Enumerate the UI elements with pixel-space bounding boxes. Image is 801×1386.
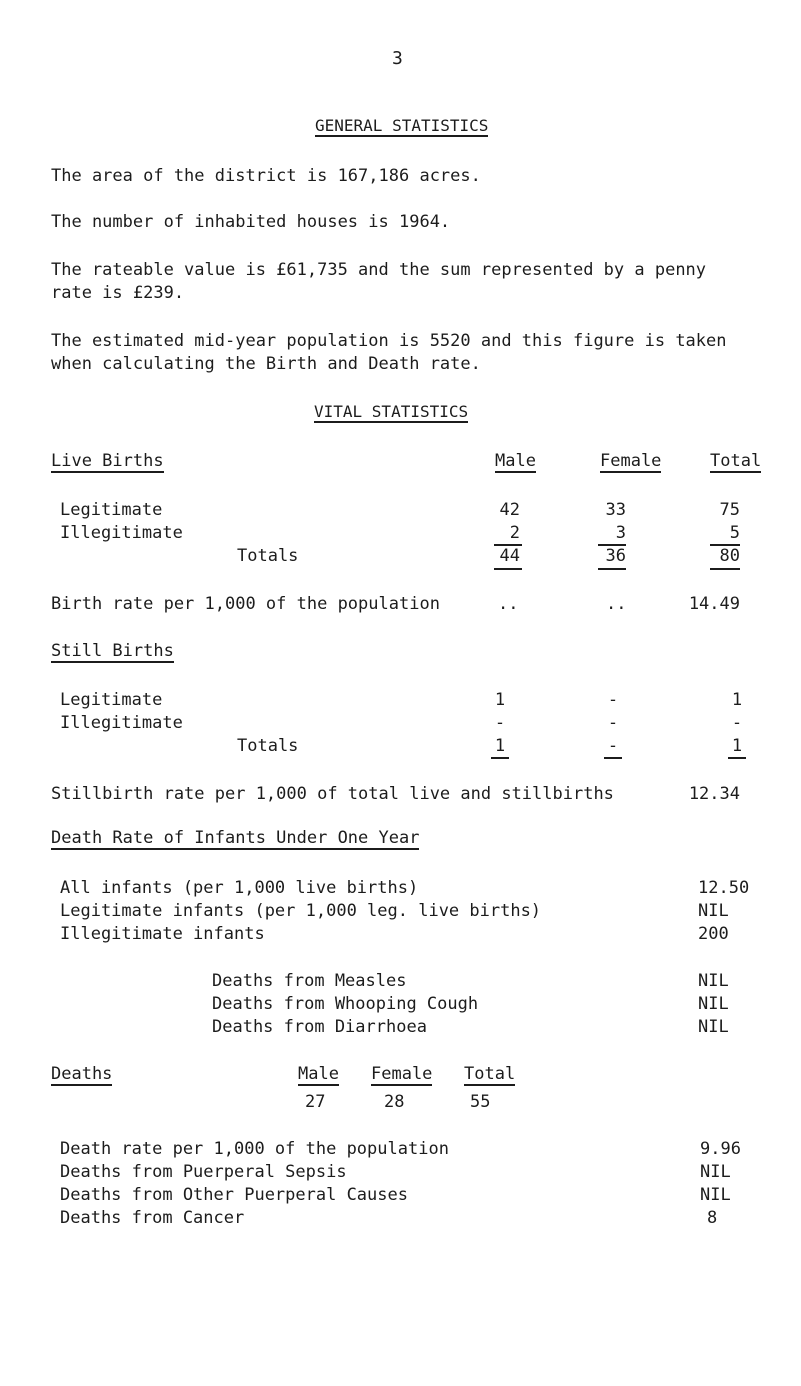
row-label: Deaths from Puerperal Sepsis (60, 1162, 347, 1182)
row-value: 12.50 (698, 878, 750, 898)
total-rule (494, 568, 522, 570)
total-rule (604, 757, 622, 759)
total-total: 80 (719, 546, 740, 566)
row-label: Illegitimate (60, 713, 183, 733)
birth-rate-dots-female: .. (606, 594, 627, 614)
rateable-text-line1: The rateable value is £61,735 and the sum represented by a penny (51, 260, 707, 280)
row-value: NIL (698, 901, 729, 921)
col-total: Total (710, 451, 762, 471)
live-births-heading: Live Births (51, 451, 164, 471)
row-value: 200 (698, 924, 729, 944)
vital-statistics-heading: VITAL STATISTICS (314, 402, 469, 421)
cell-male: 2 (509, 523, 520, 543)
cell-total: 1 (731, 690, 743, 710)
population-text-line2: when calculating the Birth and Death rate. (51, 354, 481, 374)
deaths-female: 28 (384, 1092, 405, 1112)
total-rule (598, 568, 626, 570)
cause-value: NIL (698, 1017, 729, 1037)
population-text-line1: The estimated mid-year population is 5520 and this figure is taken (51, 331, 727, 351)
row-value: 9.96 (700, 1139, 741, 1159)
houses-text: The number of inhabited houses is 1964. (51, 212, 451, 232)
row-value: NIL (700, 1185, 731, 1205)
total-total: 1 (731, 736, 743, 756)
total-female: - (607, 736, 619, 756)
total-male: 44 (499, 546, 520, 566)
cause-value: NIL (698, 994, 729, 1014)
cell-total: - (731, 713, 743, 733)
total-rule (491, 757, 509, 759)
deaths-heading: Deaths (51, 1064, 113, 1084)
deaths-col-total: Total (464, 1064, 516, 1084)
col-male: Male (495, 451, 536, 471)
cell-female: - (607, 690, 619, 710)
row-label: Illegitimate (60, 523, 183, 543)
cell-male: 42 (499, 500, 520, 520)
general-statistics-heading: GENERAL STATISTICS (315, 116, 489, 135)
row-label: All infants (per 1,000 live births) (60, 878, 419, 898)
row-label: Legitimate infants (per 1,000 leg. live births) (60, 901, 542, 921)
stillbirth-rate-label: Stillbirth rate per 1,000 of total live and stillbirths (51, 784, 614, 804)
cause-label: Deaths from Whooping Cough (212, 994, 479, 1014)
page-number: 3 (392, 48, 403, 69)
cell-female: - (607, 713, 619, 733)
row-label: Legitimate (60, 690, 163, 710)
cause-label: Deaths from Diarrhoea (212, 1017, 427, 1037)
birth-rate-label: Birth rate per 1,000 of the population (51, 594, 440, 614)
col-female: Female (600, 451, 662, 471)
stillbirth-rate-value: 12.34 (688, 784, 740, 804)
row-label: Deaths from Cancer (60, 1208, 245, 1228)
row-label: Illegitimate infants (60, 924, 265, 944)
cell-total: 5 (729, 523, 740, 543)
total-male: 1 (494, 736, 506, 756)
cell-male: 1 (494, 690, 506, 710)
row-value: 8 (707, 1208, 718, 1228)
row-label: Death rate per 1,000 of the population (60, 1139, 449, 1159)
area-text: The area of the district is 167,186 acres. (51, 166, 481, 186)
totals-label: Totals (237, 736, 299, 756)
row-value: NIL (700, 1162, 731, 1182)
totals-label: Totals (237, 546, 299, 566)
cell-total: 75 (719, 500, 740, 520)
birth-rate-value: 14.49 (688, 594, 740, 614)
deaths-col-male: Male (298, 1064, 339, 1084)
deaths-total: 55 (470, 1092, 491, 1112)
total-rule (728, 757, 746, 759)
total-rule (710, 568, 740, 570)
cause-value: NIL (698, 971, 729, 991)
row-label: Legitimate (60, 500, 163, 520)
birth-rate-dots-male: .. (498, 594, 519, 614)
deaths-male: 27 (305, 1092, 326, 1112)
row-label: Deaths from Other Puerperal Causes (60, 1185, 408, 1205)
rateable-text-line2: rate is £239. (51, 283, 185, 303)
cell-female: 3 (615, 523, 626, 543)
cause-label: Deaths from Measles (212, 971, 407, 991)
still-births-heading: Still Births (51, 641, 174, 661)
infant-death-heading: Death Rate of Infants Under One Year (51, 828, 420, 848)
total-female: 36 (605, 546, 626, 566)
deaths-col-female: Female (371, 1064, 433, 1084)
cell-female: 33 (605, 500, 626, 520)
cell-male: - (494, 713, 506, 733)
